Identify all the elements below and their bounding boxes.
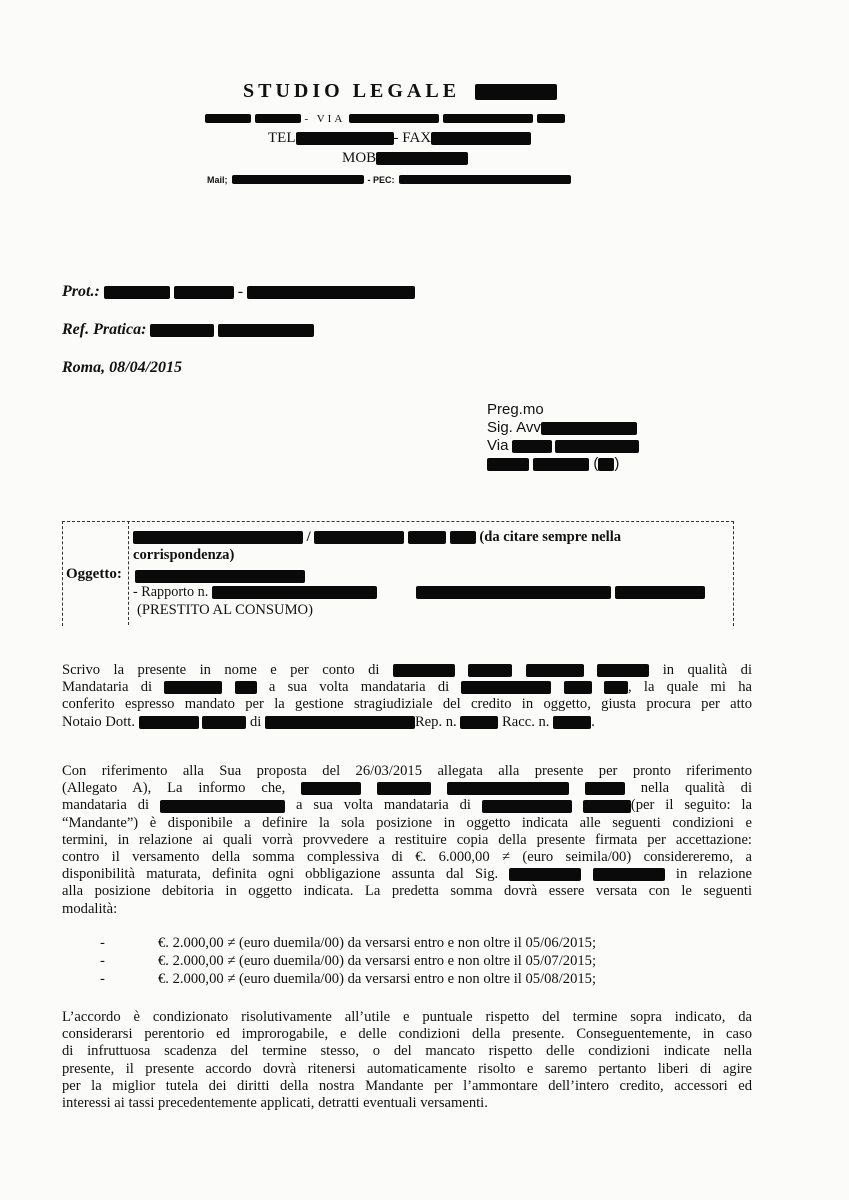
bullet-marker: - <box>100 935 105 951</box>
redaction <box>408 531 446 544</box>
p2-text: (per il seguito: la <box>630 797 753 814</box>
redaction <box>232 175 364 184</box>
redaction <box>218 324 314 337</box>
redaction <box>416 586 611 599</box>
redaction <box>376 152 468 165</box>
redaction <box>150 324 214 337</box>
redaction <box>235 681 257 694</box>
firm-header <box>243 80 557 103</box>
p1-text: a sua volta mandataria di <box>268 679 450 696</box>
subject-cite-note: (da citare sempre nella <box>479 529 622 545</box>
redaction <box>475 84 557 100</box>
p2-text: nella qualità di <box>640 780 752 797</box>
p3-text: presente, il presente accordo dovrà ritenersi automaticamente risolto e saremo pertanto liberi di agire <box>62 1060 752 1077</box>
redaction <box>212 586 377 599</box>
paragraph-2 <box>62 763 752 918</box>
redaction <box>160 800 285 813</box>
redaction <box>487 458 529 471</box>
redaction <box>583 800 631 813</box>
redaction <box>460 716 498 729</box>
p3-text: considerarsi perentorio ed improrogabile, e delle condizioni della presente. Conseguentemente, in caso <box>62 1026 752 1043</box>
installment-text: €. 2.000,00 ≠ (euro duemila/00) da versarsi entro e non oltre il 05/07/2015; <box>158 953 597 969</box>
redaction <box>564 681 592 694</box>
p2-text: modalità: <box>62 900 118 917</box>
recipient-street-label: Via <box>487 437 509 454</box>
installment-item <box>100 971 596 988</box>
phone-line <box>268 130 531 147</box>
p2-text: in relazione <box>675 866 752 883</box>
subject-cite-note-end: corrispondenza) <box>133 547 235 563</box>
p2-text: mandataria di <box>62 797 150 814</box>
redaction <box>393 664 455 677</box>
address-line <box>205 110 565 127</box>
p1-text: Racc. n. <box>502 713 550 730</box>
p3-text: per la miglior tutela dei diritti della nostra Mandante per l’ammontare dell’intero credito, accessori ed <box>62 1077 752 1094</box>
redaction <box>541 422 637 435</box>
redaction <box>399 175 571 184</box>
redaction <box>431 132 531 145</box>
p1-text: Rep. n. <box>414 713 457 730</box>
redaction <box>509 868 581 881</box>
recipient-salutation: Preg.mo <box>487 401 544 418</box>
redaction <box>553 716 591 729</box>
redaction <box>593 868 665 881</box>
p2-text: contro il versamento della somma complessiva di €. 6.000,00 ≠ (euro seimila/00) considereremo, a <box>62 849 752 866</box>
pec-label: - PEC: <box>367 175 395 185</box>
installment-item <box>100 953 596 970</box>
p3-text: di infruttuosa scadenza del termine stesso, o del mancato rispetto delle condizioni indicate nella <box>62 1043 752 1060</box>
recipient-name-label: Sig. Avv <box>487 419 541 436</box>
mobile-line <box>342 150 468 167</box>
redaction <box>482 800 572 813</box>
subject-line-3 <box>135 567 305 585</box>
mob-label: MOB <box>342 150 377 166</box>
recipient-block: Preg.mo Sig. Avv Via ( ) <box>487 401 639 473</box>
p1-text: Scrivo la presente in nome e per conto di <box>62 662 380 678</box>
recipient-province-open: ( <box>593 455 599 472</box>
protocol-line: Prot.: - <box>62 283 415 301</box>
p1-text: Mandataria di <box>62 679 153 696</box>
p2-text: termini, in relazione ai quali vorrà provvedere a restituire copia della presente firmata per accettazione: <box>62 831 752 848</box>
mail-line <box>207 170 571 188</box>
redaction <box>247 286 415 299</box>
redaction <box>296 132 394 145</box>
redaction <box>314 531 404 544</box>
redaction <box>133 531 303 544</box>
bullet-marker: - <box>100 971 105 987</box>
p2-text: Con riferimento alla Sua proposta del 26/03/2015 allegata alla presente per pronto riferimento <box>62 763 752 779</box>
redaction <box>443 114 533 123</box>
subject-line-1: / (da citare sempre nella <box>133 529 621 546</box>
redaction <box>597 664 649 677</box>
redaction <box>139 716 199 729</box>
redaction <box>349 114 439 123</box>
redaction <box>164 681 222 694</box>
redaction <box>526 664 584 677</box>
p1-text: Notaio Dott. <box>62 713 135 730</box>
installment-item <box>100 935 596 952</box>
redaction <box>301 782 361 795</box>
redaction <box>615 586 705 599</box>
mail-label: Mail; <box>207 175 228 185</box>
via-label: - VIA <box>304 113 346 125</box>
redaction <box>537 114 565 123</box>
p3-text: L’accordo è condizionato risolutivamente all’utile e puntuale rispetto del termine sopra indicato, da <box>62 1009 752 1025</box>
redaction <box>174 286 234 299</box>
p1-text: in qualità di <box>662 662 753 678</box>
redaction <box>104 286 170 299</box>
redaction <box>450 531 476 544</box>
subject-rapporto-line <box>133 584 705 601</box>
p2-text: (Allegato A), La informo che, <box>62 780 286 797</box>
rapporto-label: - Rapporto n. <box>133 584 209 600</box>
redaction <box>202 716 246 729</box>
redaction <box>447 782 569 795</box>
place-date: Roma, 08/04/2015 <box>62 359 183 376</box>
redaction <box>377 782 431 795</box>
paragraph-3 <box>62 1009 752 1112</box>
firm-name: STUDIO LEGALE <box>243 80 461 102</box>
redaction <box>255 114 301 123</box>
p1-text: conferito espresso mandato per la gestione stragiudiziale del credito in oggetto, giusta procura per atto <box>62 696 752 713</box>
p1-text: di <box>249 713 262 730</box>
redaction <box>461 681 551 694</box>
redaction <box>555 440 639 453</box>
fax-label: - FAX <box>393 130 432 146</box>
redaction <box>585 782 625 795</box>
installment-text: €. 2.000,00 ≠ (euro duemila/00) da versarsi entro e non oltre il 05/06/2015; <box>158 935 597 951</box>
subject-type: (PRESTITO AL CONSUMO) <box>137 602 313 618</box>
redaction <box>598 458 614 471</box>
p2-text: “Mandante”) è disponibile a definire la sola posizione in oggetto indicata alle seguenti condizioni e <box>62 814 752 831</box>
p2-text: a sua volta mandataria di <box>295 797 471 814</box>
redaction <box>604 681 628 694</box>
installment-text: €. 2.000,00 ≠ (euro duemila/00) da versarsi entro e non oltre il 05/08/2015; <box>158 971 597 987</box>
bullet-marker: - <box>100 953 105 969</box>
redaction <box>512 440 552 453</box>
p1-text: , la quale mi ha <box>627 679 752 696</box>
tel-label: TEL <box>268 130 296 146</box>
redaction <box>265 716 415 729</box>
reference-line <box>62 321 314 339</box>
p2-text: alla posizione debitoria in oggetto indicata. La predetta somma dovrà essere versata con le seguenti <box>62 883 752 900</box>
p2-text: disponibilità maturata, definita ogni obbligazione assunta dal Sig. <box>62 866 499 883</box>
redaction <box>205 114 251 123</box>
prot-label: Prot.: <box>62 283 100 300</box>
redaction <box>533 458 589 471</box>
redaction <box>468 664 512 677</box>
subject-label: Oggetto: <box>66 566 122 582</box>
paragraph-1: Scrivo la presente in nome e per conto di in qualità di Mandataria di a sua volta mandataria di , la quale mi ha conferito espresso mandato per la gestione stragiudiziale del credito in oggetto, giusta procura per atto Notaio Dott. di Rep. n. Racc. n. . <box>62 662 753 730</box>
ref-label: Ref. Pratica: <box>62 321 147 338</box>
p3-text: interessi ai tassi precedentemente applicati, detratti eventuali versamenti. <box>62 1095 488 1112</box>
redaction <box>135 570 305 583</box>
subject-divider <box>128 521 129 625</box>
